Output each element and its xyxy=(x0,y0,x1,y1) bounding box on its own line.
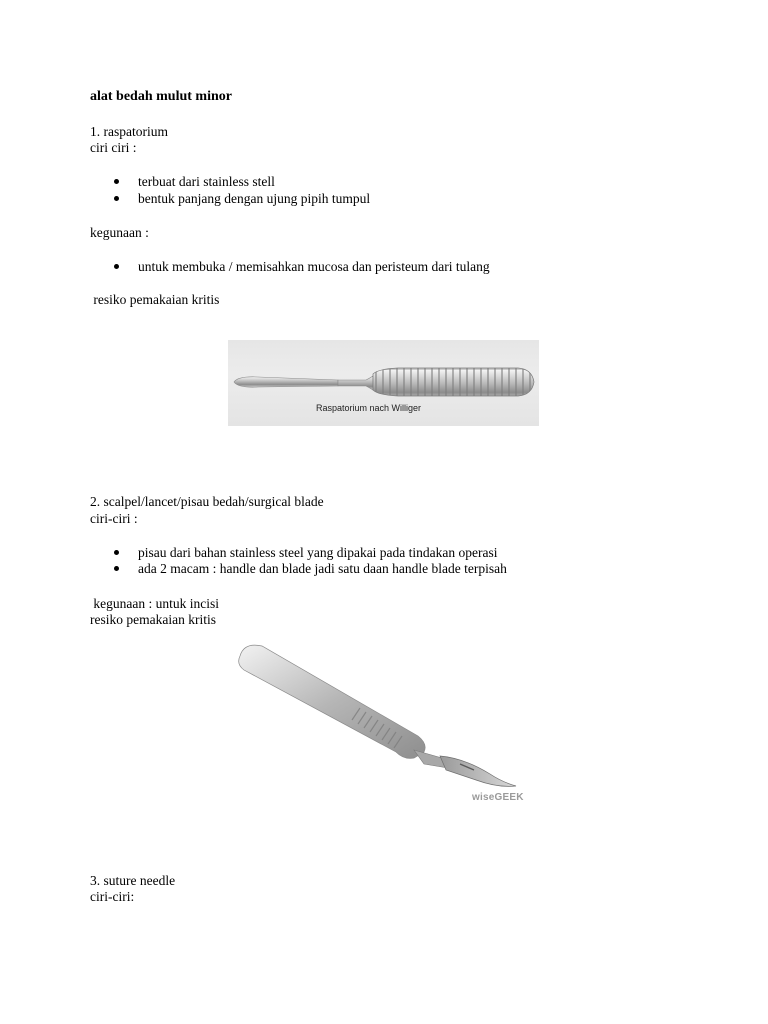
image-caption: Raspatorium nach Williger xyxy=(316,403,422,413)
section2-resiko: resiko pemakaian kritis xyxy=(90,612,216,627)
section1-resiko: resiko pemakaian kritis xyxy=(90,292,220,307)
section2-kegunaan: kegunaan : untuk incisi xyxy=(90,596,219,611)
scalpel-instrument-icon xyxy=(228,628,540,808)
section3-ciri-label: ciri-ciri: xyxy=(90,889,135,904)
raspatorium-image xyxy=(228,340,539,426)
list-item-text: terbuat dari stainless stell xyxy=(138,174,275,189)
section1-ciri-label: ciri ciri : xyxy=(90,140,137,155)
section2-heading: 2. scalpel/lancet/pisau bedah/surgical blade xyxy=(90,494,324,509)
document-title: alat bedah mulut minor xyxy=(90,89,232,104)
bullet-icon xyxy=(114,566,119,571)
image-watermark: wiseGEEK xyxy=(472,792,524,803)
raspatorium-instrument-icon xyxy=(228,340,539,426)
list-item-text: ada 2 macam : handle dan blade jadi satu daan handle blade terpisah xyxy=(138,561,507,576)
section2-ciri-label: ciri-ciri : xyxy=(90,511,138,526)
bullet-icon xyxy=(114,196,119,201)
list-item-text: pisau dari bahan stainless steel yang dipakai pada tindakan operasi xyxy=(138,545,498,560)
bullet-icon xyxy=(114,550,119,555)
list-item-text: untuk membuka / memisahkan mucosa dan peristeum dari tulang xyxy=(138,259,490,274)
list-item-text: bentuk panjang dengan ujung pipih tumpul xyxy=(138,191,371,206)
section3-heading: 3. suture needle xyxy=(90,873,176,888)
bullet-icon xyxy=(114,179,119,184)
bullet-icon xyxy=(114,264,119,269)
scalpel-image xyxy=(228,628,540,808)
section1-kegunaan-label: kegunaan : xyxy=(90,225,149,240)
section1-heading: 1. raspatorium xyxy=(90,124,168,139)
